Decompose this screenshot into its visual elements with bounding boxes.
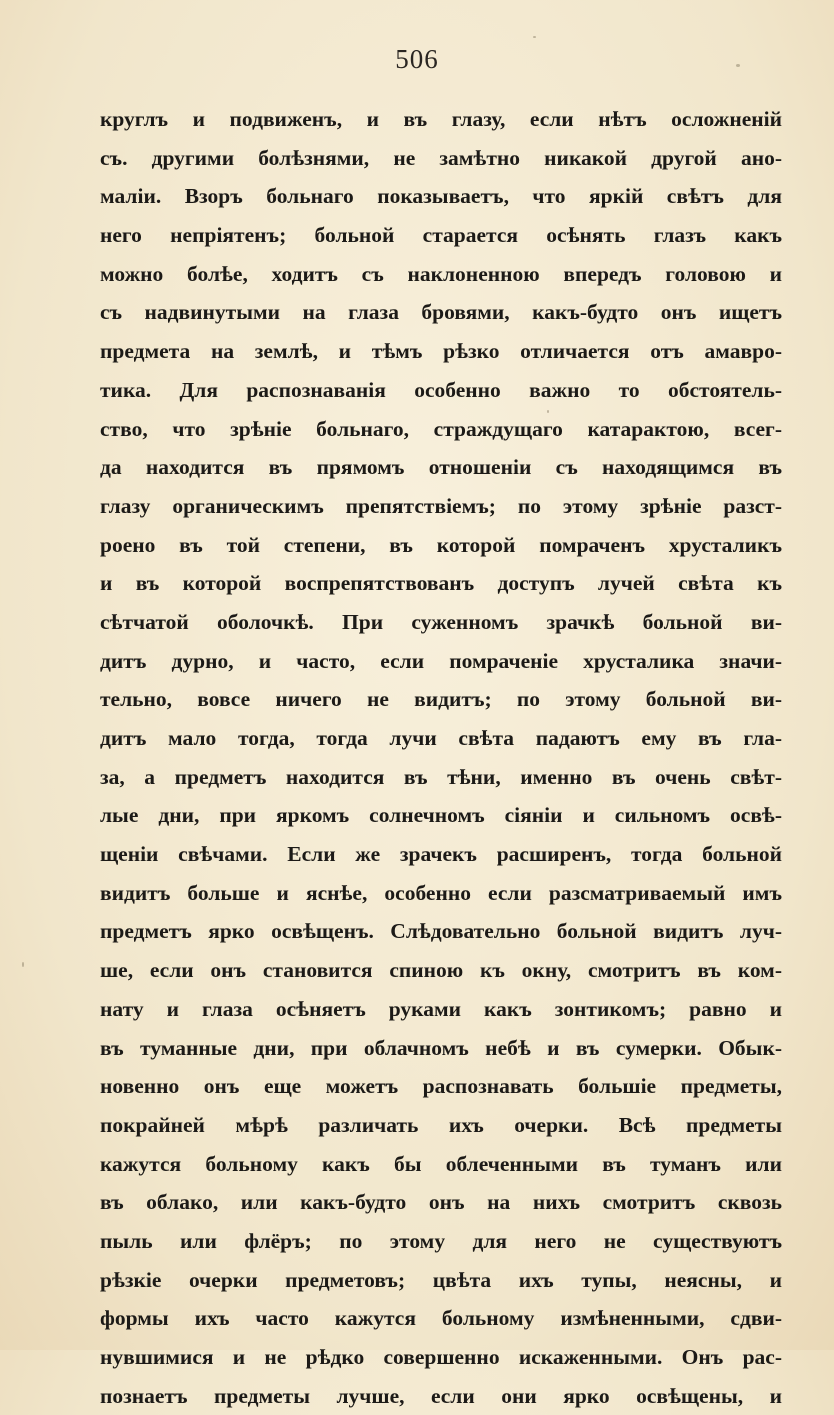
paper-speck: [547, 410, 549, 413]
text-line: новенно онъ еще можетъ распознавать большіе предметы,: [100, 1074, 782, 1099]
text-line: лые дни, при яркомъ солнечномъ сіяніи и сильномъ освѣ-: [100, 803, 782, 828]
body-text: [100, 100, 782, 1415]
text-line: рѣзкіе очерки предметовъ; цвѣта ихъ тупы, неясны, и: [100, 1267, 782, 1292]
text-line: глазу органическимъ препятствіемъ; по этому зрѣніе разст-: [100, 493, 782, 518]
text-line: дитъ дурно, и часто, если помраченіе хрусталика значи-: [100, 648, 782, 673]
text-line: предметъ ярко освѣщенъ. Слѣдовательно больной видитъ луч-: [100, 919, 782, 944]
text-line: предмета на землѣ, и тѣмъ рѣзко отличается отъ амавро-: [100, 339, 782, 364]
paper-speck: [533, 36, 536, 38]
paper-speck: [736, 64, 740, 67]
paper-speck: [22, 962, 24, 967]
text-line: ше, если онъ становится спиною къ окну, смотритъ въ ком-: [100, 958, 782, 983]
text-line: пыль или флёръ; по этому для него не существуютъ: [100, 1228, 782, 1253]
text-line: роено въ той степени, въ которой помраченъ хрусталикъ: [100, 532, 782, 557]
text-line: съ надвинутыми на глаза бровями, какъ-будто онъ ищетъ: [100, 300, 782, 325]
text-line: сѣтчатой оболочкѣ. При суженномъ зрачкѣ больной ви-: [100, 609, 782, 634]
text-line: дитъ мало тогда, тогда лучи свѣта падаютъ ему въ гла-: [100, 726, 782, 750]
text-line: него непріятенъ; больной старается осѣнять глазъ какъ: [100, 223, 782, 248]
text-line: маліи. Взоръ больнаго показываетъ, что яркій свѣтъ для: [100, 184, 782, 209]
text-line: покрайней мѣрѣ различать ихъ очерки. Всѣ предметы: [100, 1112, 782, 1137]
page-number: 506: [395, 44, 439, 74]
text-line: можно болѣе, ходитъ съ наклоненною впередъ головою и: [100, 261, 782, 286]
text-line: круглъ и подвиженъ, и въ глазу, если нѣтъ осложненій: [100, 107, 782, 131]
text-line: ство, что зрѣніе больнаго, страждущаго катарактою, всег-: [100, 416, 782, 441]
text-line: въ туманные дни, при облачномъ небѣ и въ сумерки. Обык-: [100, 1035, 782, 1060]
text-line: за, а предметъ находится въ тѣни, именно въ очень свѣт-: [100, 764, 782, 789]
text-line: да находится въ прямомъ отношеніи съ находящимся въ: [100, 455, 782, 480]
text-line: и въ которой воспрепятствованъ доступъ лучей свѣта къ: [100, 571, 782, 596]
text-line: въ облако, или какъ-будто онъ на нихъ смотритъ сквозь: [100, 1190, 782, 1215]
text-line: щеніи свѣчами. Если же зрачекъ расширенъ, тогда больной: [100, 842, 782, 867]
text-line: тика. Для распознаванія особенно важно то обстоятель-: [100, 377, 782, 402]
text-line: формы ихъ часто кажутся больному измѣненными, сдви-: [100, 1306, 782, 1331]
text-line: познаетъ предметы лучше, если они ярко освѣщены, и: [100, 1383, 782, 1408]
text-line: съ. другими болѣзнями, не замѣтно никакой другой ано-: [100, 145, 782, 170]
text-line: видитъ больше и яснѣе, особенно если разсматриваемый имъ: [100, 880, 782, 905]
text-line: тельно, вовсе ничего не видитъ; по этому больной ви-: [100, 687, 782, 712]
text-line: кажутся больному какъ бы облеченными въ туманъ или: [100, 1151, 782, 1176]
text-line: нату и глаза осѣняетъ руками какъ зонтикомъ; равно и: [100, 996, 782, 1021]
text-line: нувшимися и не рѣдко совершенно искаженными. Онъ рас-: [100, 1345, 782, 1369]
